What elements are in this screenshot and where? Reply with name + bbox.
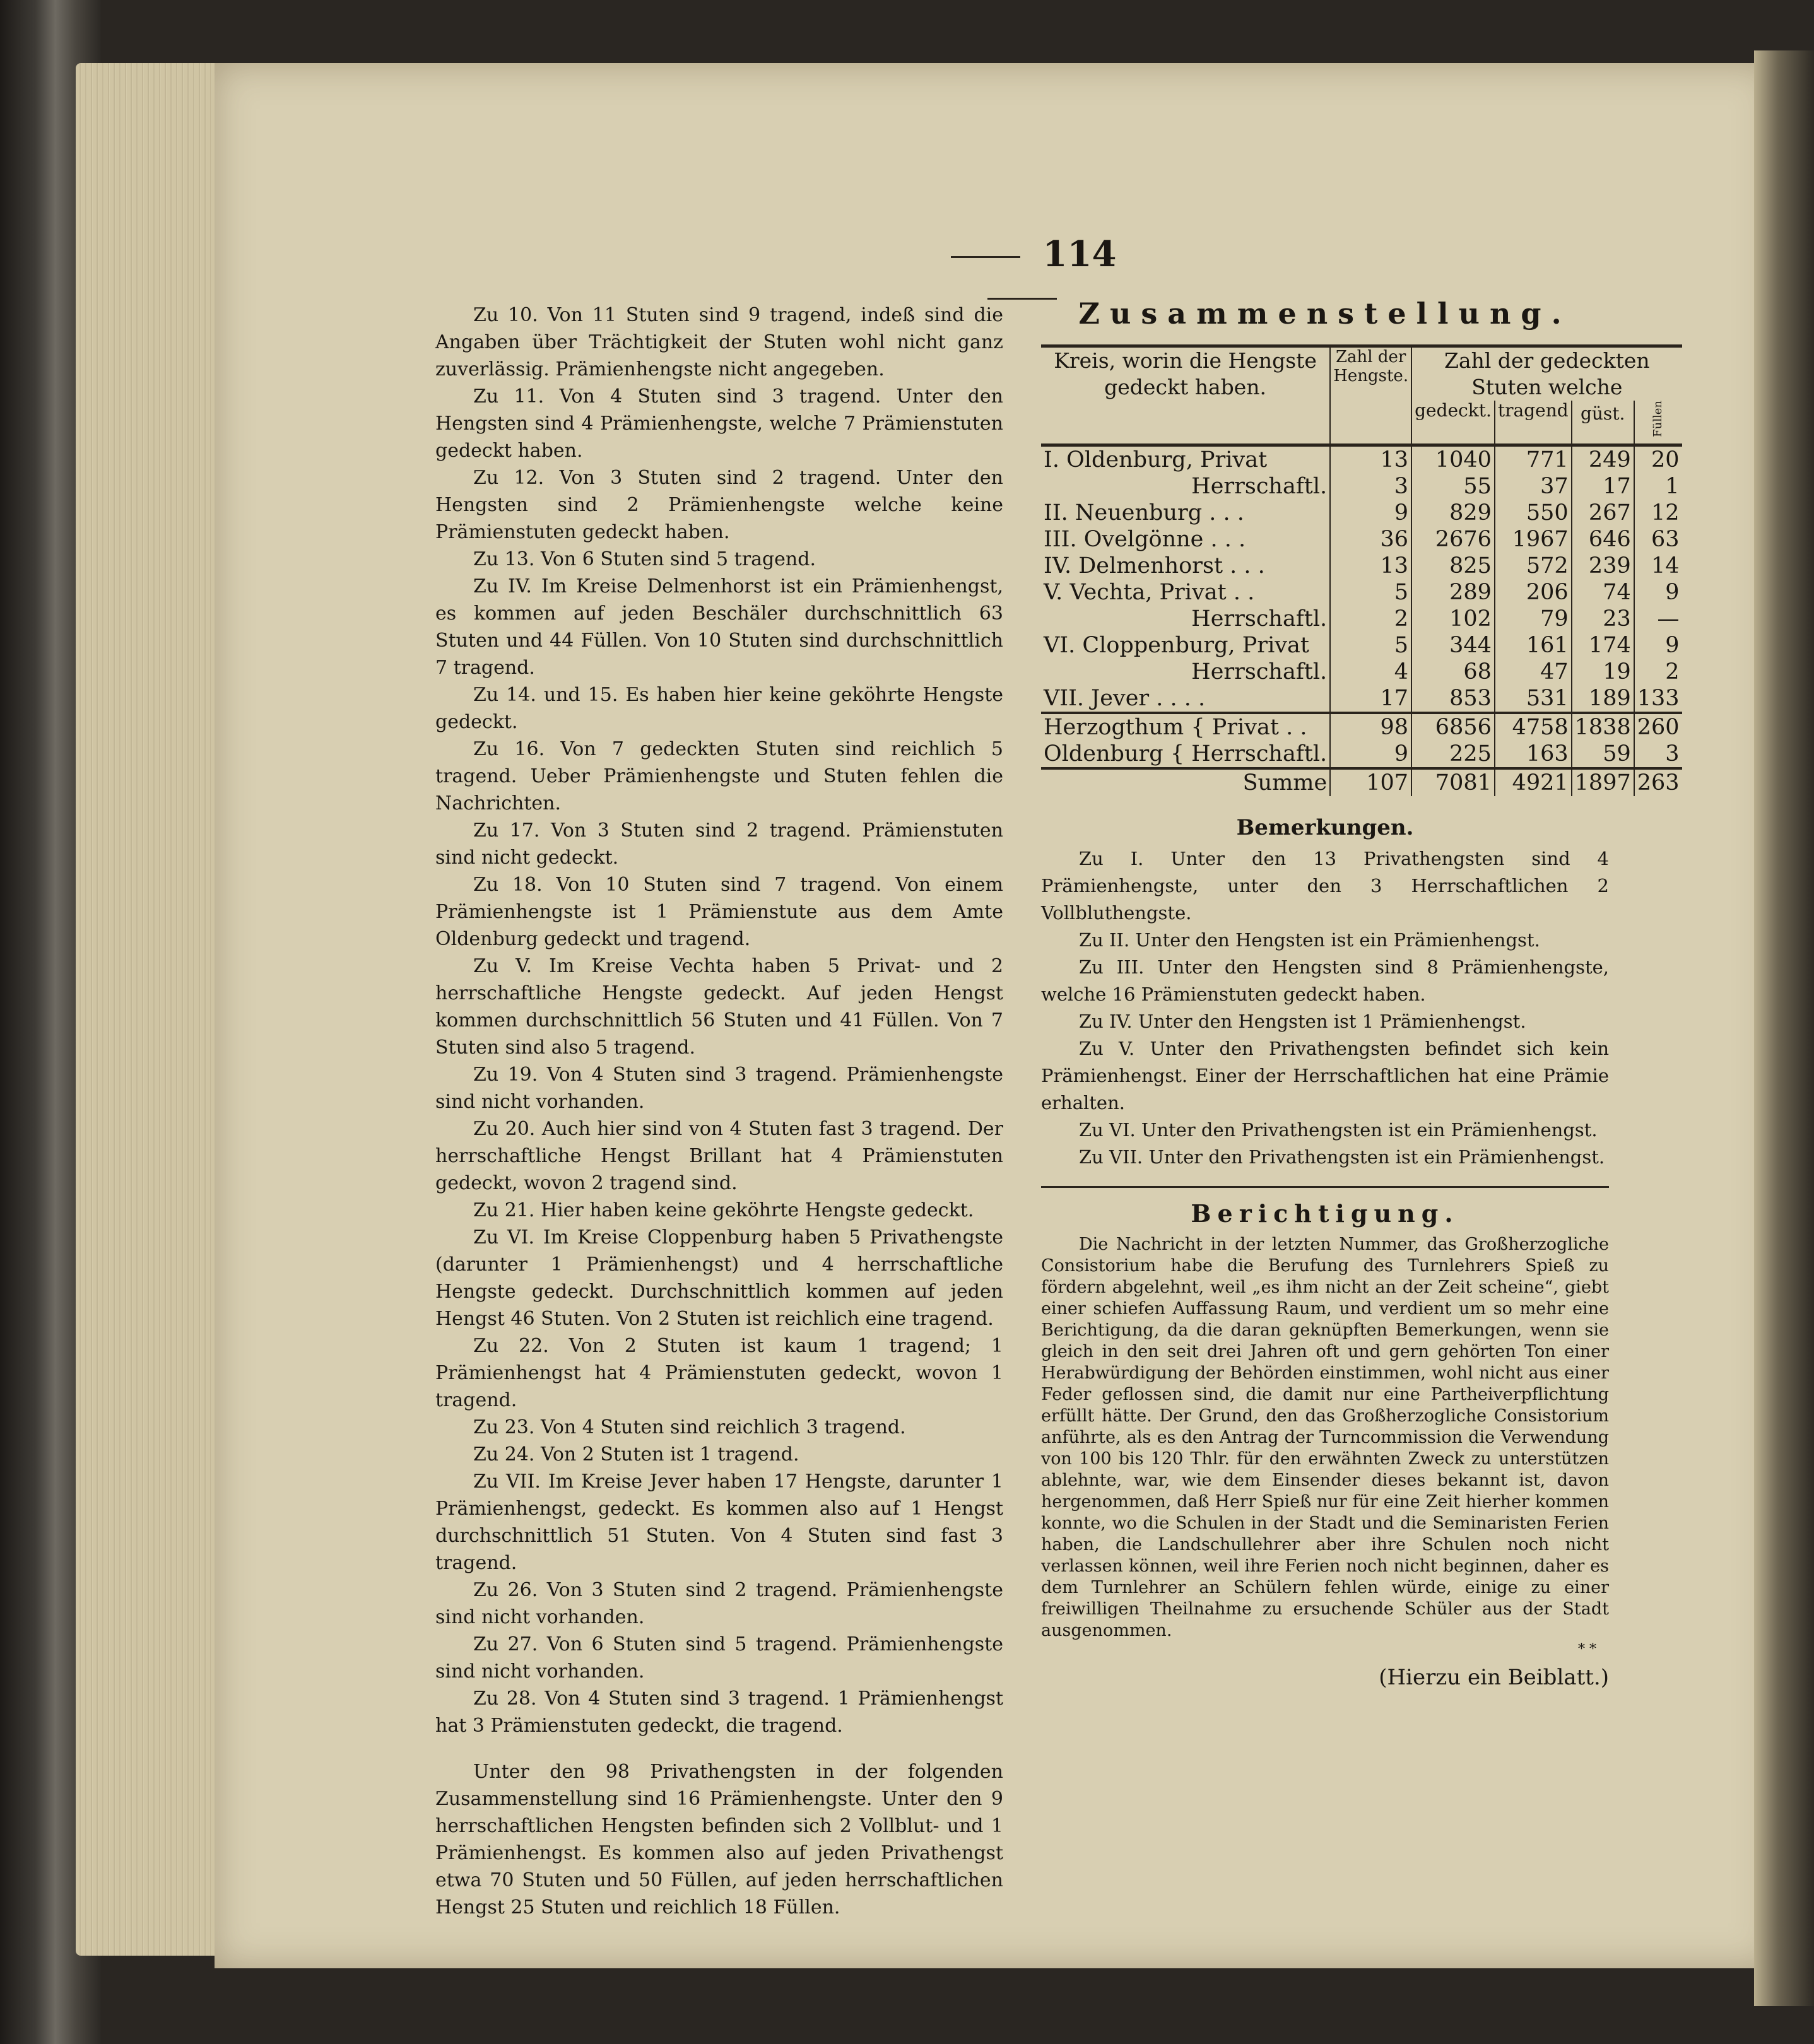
cell-tragend: 47 <box>1495 659 1572 685</box>
cell-fuellen: 12 <box>1634 500 1682 526</box>
left-paragraph: Zu 12. Von 3 Stuten sind 2 tragend. Unter den Hengsten sind 2 Prämienhengste welche keine Prämienstuten gedeckt haben. <box>435 467 1003 543</box>
left-paragraph: Zu 27. Von 6 Stuten sind 5 tragend. Prämienhengste sind nicht vorhanden. <box>435 1633 1003 1683</box>
cell-guest: 74 <box>1572 579 1634 606</box>
table-row <box>1041 606 1682 632</box>
cell-tragend: 771 <box>1495 445 1572 473</box>
supplement-note: (Hierzu ein Beiblatt.) <box>1379 1664 1609 1690</box>
cell-hengste: 17 <box>1330 685 1411 713</box>
table-row <box>1041 445 1682 473</box>
cell-region: I. Oldenburg, Privat <box>1041 445 1330 473</box>
remark: Zu VI. Unter den Privathengsten ist ein Prämienhengst. <box>1079 1119 1598 1141</box>
table-row-sum <box>1041 768 1682 796</box>
cell-fuellen: 9 <box>1634 579 1682 606</box>
cell-region: VI. Cloppenburg, Privat <box>1044 632 1309 658</box>
cell-sum-label: Summe <box>1041 768 1330 796</box>
table-row <box>1041 526 1682 553</box>
cell-fuellen: 20 <box>1634 445 1682 473</box>
cell-gedeckt: 7081 <box>1411 768 1495 796</box>
remark: Zu V. Unter den Privathengsten befindet sich kein Prämienhengst. Einer der Herrschaftlichen hat eine Prämie erhalten. <box>1041 1037 1609 1113</box>
cell-gedeckt: 853 <box>1411 685 1495 713</box>
cell-tragend: 79 <box>1495 606 1572 632</box>
cell-gedeckt: 825 <box>1411 553 1495 579</box>
cell-fuellen: 260 <box>1634 713 1682 741</box>
cell-gedeckt: 289 <box>1411 579 1495 606</box>
remarks-title: Bemerkungen. <box>1236 814 1414 840</box>
left-paragraph: Zu 23. Von 4 Stuten sind reichlich 3 tragend. <box>473 1416 906 1438</box>
table-row <box>1041 473 1682 500</box>
cell-guest: 239 <box>1572 553 1634 579</box>
cell-hengste: 107 <box>1330 768 1411 796</box>
cell-gedeckt: 55 <box>1411 473 1495 500</box>
cell-hengste: 36 <box>1330 526 1411 553</box>
table-header-row <box>1041 346 1682 401</box>
right-column <box>1041 297 1680 1690</box>
cell-fuellen: — <box>1634 606 1682 632</box>
correction-title: Berichtigung. <box>1191 1199 1459 1228</box>
cell-guest: 189 <box>1572 685 1634 713</box>
header-fuellen-text: Füllen <box>1651 401 1665 437</box>
left-paragraph: Zu 16. Von 7 gedeckten Stuten sind reichlich 5 tragend. Ueber Prämienhengste und Stuten fehlen die Nachrichten. <box>435 738 1003 814</box>
cell-gedeckt: 344 <box>1411 632 1495 659</box>
left-paragraph: Zu VI. Im Kreise Cloppenburg haben 5 Privathengste (darunter 1 Prämienhengst) und 4 herrschaftliche Hengste gedeckt. Durchschnittlich kommen auf jeden Hengst 46 Stuten. Von 2 Stuten ist reichlich eine tragend. <box>435 1226 1003 1330</box>
cell-region: Herrschaftl. <box>1191 606 1328 631</box>
left-paragraph: Zu 26. Von 3 Stuten sind 2 tragend. Prämienhengste sind nicht vorhanden. <box>435 1579 1003 1628</box>
cell-region: VII. Jever . . . . <box>1044 685 1206 711</box>
cell-region: Herrschaftl. <box>1191 659 1328 684</box>
cell-tragend: 163 <box>1495 741 1572 768</box>
cell-gedeckt: 6856 <box>1411 713 1495 741</box>
left-paragraph: Zu IV. Im Kreise Delmenhorst ist ein Prämienhengst, es kommen auf jeden Beschäler durchschnittlich 63 Stuten und 44 Füllen. Von 10 Stuten sind durchschnittlich 7 tragend. <box>435 575 1003 679</box>
cell-hengste: 5 <box>1330 632 1411 659</box>
table-row <box>1041 632 1682 659</box>
cell-hengste: 13 <box>1330 445 1411 473</box>
duchy-row-label: Herrschaftl. <box>1191 741 1328 766</box>
left-paragraph: Zu 11. Von 4 Stuten sind 3 tragend. Unter den Hengsten sind 4 Prämienhengste, welche 7 Prämienstuten gedeckt haben. <box>435 385 1003 462</box>
cell-guest: 23 <box>1572 606 1634 632</box>
page-number-rule-left <box>951 256 1020 258</box>
table-row-duchy-herrschaftl <box>1041 741 1682 768</box>
cell-region: Oldenburg { Herrschaftl. <box>1044 741 1328 766</box>
cell-hengste: 2 <box>1330 606 1411 632</box>
cell-region: Herzogthum { Privat . . <box>1041 713 1330 741</box>
header-stuten-group: Zahl der gedeckten Stuten welche <box>1411 346 1681 401</box>
section-divider <box>1041 1186 1609 1188</box>
book-gutter <box>1754 50 1814 2006</box>
cell-hengste: 4 <box>1330 659 1411 685</box>
table-row <box>1041 659 1682 685</box>
table-row <box>1041 579 1682 606</box>
cell-gedeckt: 1040 <box>1411 445 1495 473</box>
cell-guest: 174 <box>1572 632 1634 659</box>
cell-guest: 1838 <box>1572 713 1634 741</box>
left-paragraph: Zu 10. Von 11 Stuten sind 9 tragend, indeß sind die Angaben über Trächtigkeit der Stuten wohl nicht ganz zuverlässig. Prämienhengste nicht angegeben. <box>435 304 1003 380</box>
cell-hengste: 3 <box>1330 473 1411 500</box>
cell-region: III. Ovelgönne . . . <box>1044 526 1246 552</box>
header-fuellen <box>1634 401 1682 445</box>
table-title: Zusammenstellung. <box>1078 297 1572 331</box>
left-column <box>435 302 1003 1921</box>
cell-hengste: 9 <box>1330 500 1411 526</box>
page-number-text: 114 <box>1042 233 1117 275</box>
left-paragraph: Zu 20. Auch hier sind von 4 Stuten fast 3 tragend. Der herrschaftliche Hengst Brillant hat 4 Prämienstuten gedeckt, wovon 2 tragend sind. <box>435 1118 1003 1194</box>
cell-tragend: 37 <box>1495 473 1572 500</box>
cell-fuellen: 133 <box>1634 685 1682 713</box>
left-paragraph: Zu 13. Von 6 Stuten sind 5 tragend. <box>473 548 816 570</box>
author-stars: * * <box>1578 1641 1596 1657</box>
header-gedeckt: gedeckt. <box>1411 401 1495 445</box>
cell-fuellen: 1 <box>1634 473 1682 500</box>
table-row-duchy-private <box>1041 713 1682 741</box>
cell-tragend: 531 <box>1495 685 1572 713</box>
cell-guest: 646 <box>1572 526 1634 553</box>
cell-gedeckt: 829 <box>1411 500 1495 526</box>
cell-gedeckt: 225 <box>1411 741 1495 768</box>
left-final-paragraph: Unter den 98 Privathengsten in der folgenden Zusammenstellung sind 16 Prämienhengste. Unter den 9 herrschaftlichen Hengsten befinden sich 2 Vollblut- und 1 Prämienhengst. Es kommen also auf jeden Privathengst etwa 70 Stuten und 50 Füllen, auf jeden herrschaftlichen Hengst 25 Stuten und reichlich 18 Füllen. <box>435 1761 1003 1918</box>
cell-tragend: 206 <box>1495 579 1572 606</box>
cell-tragend: 572 <box>1495 553 1572 579</box>
cell-region: IV. Delmenhorst . . . <box>1044 553 1265 579</box>
correction <box>1041 1234 1609 1642</box>
header-hengste: Zahl der Hengste. <box>1330 346 1411 445</box>
cell-guest: 249 <box>1572 445 1634 473</box>
cell-guest: 19 <box>1572 659 1634 685</box>
header-tragend: tragend <box>1495 401 1572 445</box>
cell-fuellen: 3 <box>1634 741 1682 768</box>
left-paragraph: Zu V. Im Kreise Vechta haben 5 Privat- und 2 herrschaftliche Hengste gedeckt. Auf jeden Hengst kommen durchschnittlich 56 Stuten und 41 Füllen. Von 7 Stuten sind also 5 tragend. <box>435 955 1003 1059</box>
remarks <box>1041 845 1609 1171</box>
cell-gedeckt: 2676 <box>1411 526 1495 553</box>
cell-region: Herrschaftl. <box>1191 473 1328 499</box>
table-row <box>1041 500 1682 526</box>
cell-gedeckt: 68 <box>1411 659 1495 685</box>
cell-fuellen: 14 <box>1634 553 1682 579</box>
header-region: Kreis, worin die Hengste gedeckt haben. <box>1054 348 1317 399</box>
cell-tragend: 161 <box>1495 632 1572 659</box>
table-row <box>1041 685 1682 713</box>
left-paragraph: Zu 21. Hier haben keine geköhrte Hengste gedeckt. <box>473 1199 974 1221</box>
cell-tragend: 550 <box>1495 500 1572 526</box>
cell-guest: 59 <box>1572 741 1634 768</box>
left-paragraph: Zu 14. und 15. Es haben hier keine geköhrte Hengste gedeckt. <box>435 684 1003 733</box>
cell-region: II. Neuenburg . . . <box>1044 500 1244 526</box>
header-guest: güst. <box>1572 401 1634 445</box>
left-paragraph: Zu 28. Von 4 Stuten sind 3 tragend. 1 Prämienhengst hat 3 Prämienstuten gedeckt, die tragend. <box>435 1688 1003 1737</box>
left-paragraph: Zu 18. Von 10 Stuten sind 7 tragend. Von einem Prämienhengste ist 1 Prämienstute aus dem Amte Oldenburg gedeckt und tragend. <box>435 874 1003 950</box>
cell-hengste: 5 <box>1330 579 1411 606</box>
summary-table <box>1041 344 1682 796</box>
left-paragraph: Zu 17. Von 3 Stuten sind 2 tragend. Prämienstuten sind nicht gedeckt. <box>435 819 1003 869</box>
cell-guest: 17 <box>1572 473 1634 500</box>
page-edges <box>76 63 227 1956</box>
correction-text: Die Nachricht in der letzten Nummer, das Großherzogliche Consistorium habe die Berufung des Turnlehrers Spieß zu fördern abgelehnt, weil „es ihm nicht an der Zeit scheine“, giebt einer schiefen Auffassung Raum, und verdient um so mehr eine Berichtigung, da die daran geknüpften Bemerkungen, wenn sie gleich in den seit drei Jahren oft und gern gehörten Ton einer Herabwürdigung der Behörden einstimmen, wohl nicht aus einer Feder geflossen sind, die damit nur eine Partheiverpflichtung erfüllt hätte. Der Grund, den das Großherzogliche Consistorium anführte, als es den Antrag der Turncommission die Verwendung von 100 bis 120 Thlr. für den erwähnten Zweck zu unterstützen ablehnte, war, wie dem Einsender dieses bekannt ist, davon hergenommen, daß Herr Spieß nur für eine Zeit hierher kommen konnte, wo die Schulen in der Stadt und die Seminaristen Ferien haben, die Landschullehrer aber ihre Schulen noch nicht verlassen können, weil ihre Ferien noch nicht beginnen, daher es dem Turnlehrer an Schülern fehlen würde, einige zu einer freiwilligen Theilnahme zu ersuchende Schüler aus der Stadt ausgenommen. <box>1041 1234 1609 1640</box>
left-paragraph: Zu 19. Von 4 Stuten sind 3 tragend. Prämienhengste sind nicht vorhanden. <box>435 1064 1003 1113</box>
duchy-label: Herzogthum <box>1044 714 1184 740</box>
cell-hengste: 9 <box>1330 741 1411 768</box>
remark: Zu II. Unter den Hengsten ist ein Prämienhengst. <box>1079 929 1540 951</box>
cell-tragend: 4758 <box>1495 713 1572 741</box>
cell-hengste: 98 <box>1330 713 1411 741</box>
duchy-row-label: Privat . . <box>1211 714 1307 740</box>
remark: Zu III. Unter den Hengsten sind 8 Prämienhengste, welche 16 Prämienstuten gedeckt haben. <box>1041 956 1609 1005</box>
cell-guest: 1897 <box>1572 768 1634 796</box>
cell-fuellen: 2 <box>1634 659 1682 685</box>
remark: Zu VII. Unter den Privathengsten ist ein Prämienhengst. <box>1079 1146 1605 1168</box>
cell-gedeckt: 102 <box>1411 606 1495 632</box>
cell-tragend: 4921 <box>1495 768 1572 796</box>
left-paragraph: Zu 24. Von 2 Stuten ist 1 tragend. <box>473 1443 799 1465</box>
cell-fuellen: 263 <box>1634 768 1682 796</box>
left-paragraph: Zu 22. Von 2 Stuten ist kaum 1 tragend; 1 Prämienhengst hat 4 Prämienstuten gedeckt, wovon 1 tragend. <box>435 1335 1003 1411</box>
cell-hengste: 13 <box>1330 553 1411 579</box>
cell-region: V. Vechta, Privat . . <box>1044 579 1255 605</box>
remark: Zu I. Unter den 13 Privathengsten sind 4 Prämienhengste, unter den 3 Herrschaftlichen 2 Vollbluthengste. <box>1041 847 1609 924</box>
cell-fuellen: 63 <box>1634 526 1682 553</box>
cell-fuellen: 9 <box>1634 632 1682 659</box>
cell-tragend: 1967 <box>1495 526 1572 553</box>
cell-guest: 267 <box>1572 500 1634 526</box>
duchy-label: Oldenburg <box>1044 741 1163 766</box>
left-paragraph: Zu VII. Im Kreise Jever haben 17 Hengste, darunter 1 Prämienhengst, gedeckt. Es kommen also auf 1 Hengst durchschnittlich 51 Stuten. Von 4 Stuten sind fast 3 tragend. <box>435 1471 1003 1574</box>
table-row <box>1041 553 1682 579</box>
remark: Zu IV. Unter den Hengsten ist 1 Prämienhengst. <box>1079 1010 1526 1032</box>
